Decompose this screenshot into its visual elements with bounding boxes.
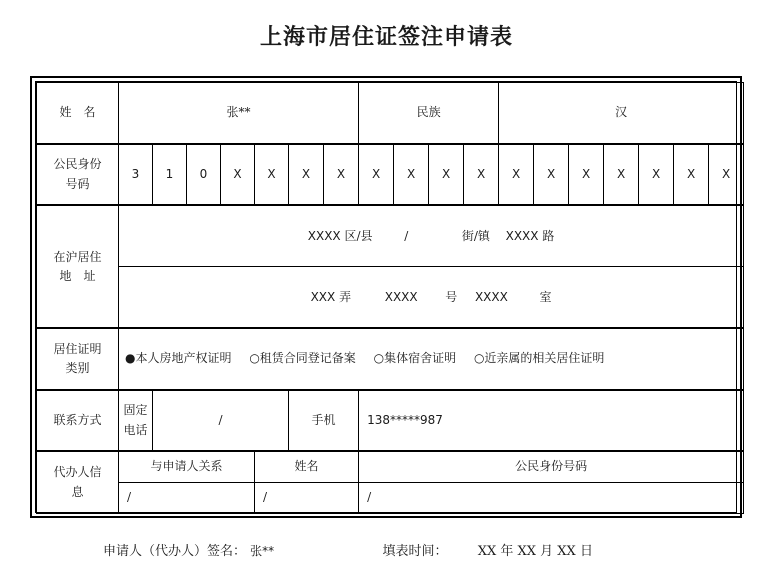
id-digit[interactable]: X xyxy=(604,144,639,205)
id-digit[interactable]: X xyxy=(499,144,534,205)
id-digit[interactable]: X xyxy=(639,144,674,205)
proof-option-relative[interactable]: ○近亲属的相关居住证明 xyxy=(473,351,605,366)
id-digit[interactable]: 3 xyxy=(119,144,153,205)
agent-id-header: 公民身份号码 xyxy=(359,451,744,482)
proof-option-property[interactable]: ●本人房地产权证明 xyxy=(125,351,232,366)
form-title: 上海市居住证签注申请表 xyxy=(259,25,513,50)
mobile-value[interactable]: 138*****987 xyxy=(359,390,744,451)
id-label-line1: 公民身份 xyxy=(53,157,102,172)
agent-label-line2: 息 xyxy=(71,484,84,499)
agent-relation-header: 与申请人关系 xyxy=(119,451,255,482)
address-line-2[interactable] xyxy=(119,267,744,328)
mobile-label: 手机 xyxy=(289,390,359,451)
id-digit[interactable]: X xyxy=(289,144,324,205)
street-unit: 街/镇 xyxy=(461,228,490,243)
contact-label: 联系方式 xyxy=(37,390,119,451)
name-row xyxy=(37,83,744,144)
proof-options xyxy=(119,328,744,389)
date-label: 填表时间： xyxy=(382,544,448,559)
room-unit: 室 xyxy=(539,289,552,304)
ethnicity-value[interactable]: 汉 xyxy=(499,83,744,144)
id-label xyxy=(37,144,119,205)
id-digit[interactable]: 1 xyxy=(153,144,187,205)
form-frame xyxy=(30,76,742,518)
number-unit: 号 xyxy=(445,289,458,304)
address-line-1[interactable] xyxy=(119,205,744,266)
district-value: XXXX xyxy=(307,228,341,243)
agent-value-row xyxy=(37,482,744,513)
application-form-table xyxy=(36,82,744,514)
agent-id-value[interactable]: / xyxy=(359,482,744,513)
landline-label-line1: 固定 xyxy=(123,402,148,417)
id-digit[interactable]: X xyxy=(324,144,359,205)
form-footer xyxy=(103,540,593,559)
address-row-1 xyxy=(37,205,744,266)
id-digit[interactable]: X xyxy=(255,144,289,205)
agent-relation-value[interactable]: / xyxy=(119,482,255,513)
proof-label-line1: 居住证明 xyxy=(53,341,102,356)
id-digit[interactable]: X xyxy=(709,144,744,205)
address-label-line2: 地 址 xyxy=(59,268,96,283)
signature-value[interactable]: 张** xyxy=(250,544,275,558)
agent-name-value[interactable]: / xyxy=(255,482,359,513)
id-digit[interactable]: X xyxy=(429,144,464,205)
landline-value[interactable]: / xyxy=(153,390,289,451)
form-inner-frame xyxy=(35,81,737,513)
landline-label-line2: 电话 xyxy=(123,423,148,438)
landline-label xyxy=(119,390,153,451)
address-row-2 xyxy=(37,267,744,328)
signature-label: 申请人（代办人）签名： xyxy=(103,544,247,559)
district-unit: 区/县 xyxy=(344,228,373,243)
name-value[interactable]: 张** xyxy=(119,83,359,144)
slash-value: / xyxy=(404,228,409,243)
proof-row xyxy=(37,328,744,389)
proof-label-line2: 类别 xyxy=(65,360,90,375)
room-value: XXXX xyxy=(474,289,508,304)
proof-option-lease[interactable]: ○租赁合同登记备案 xyxy=(249,351,356,366)
lane-unit: 弄 xyxy=(339,289,352,304)
road-value: XXXX xyxy=(505,228,539,243)
id-digit[interactable]: X xyxy=(359,144,394,205)
agent-label xyxy=(37,451,119,513)
agent-label-line1: 代办人信 xyxy=(53,465,102,480)
id-row xyxy=(37,144,744,205)
lane-value: XXX xyxy=(310,289,336,304)
road-unit: 路 xyxy=(542,228,555,243)
name-label: 姓 名 xyxy=(37,83,119,144)
id-digit[interactable]: X xyxy=(394,144,429,205)
date-value[interactable]: XX 年 XX 月 XX 日 xyxy=(477,544,593,559)
agent-header-row xyxy=(37,451,744,482)
id-digit[interactable]: X xyxy=(221,144,255,205)
address-label xyxy=(37,205,119,328)
proof-option-dormitory[interactable]: ○集体宿舍证明 xyxy=(373,351,457,366)
id-digit[interactable]: X xyxy=(569,144,604,205)
proof-label xyxy=(37,328,119,389)
id-digit[interactable]: X xyxy=(534,144,569,205)
agent-name-header: 姓名 xyxy=(255,451,359,482)
id-digit[interactable]: X xyxy=(464,144,499,205)
address-label-line1: 在沪居住 xyxy=(53,249,102,264)
id-digit[interactable]: X xyxy=(674,144,709,205)
number-value: XXXX xyxy=(384,289,418,304)
id-label-line2: 号码 xyxy=(65,176,90,191)
contact-row xyxy=(37,390,744,451)
id-digit[interactable]: 0 xyxy=(187,144,221,205)
ethnicity-label: 民族 xyxy=(359,83,499,144)
